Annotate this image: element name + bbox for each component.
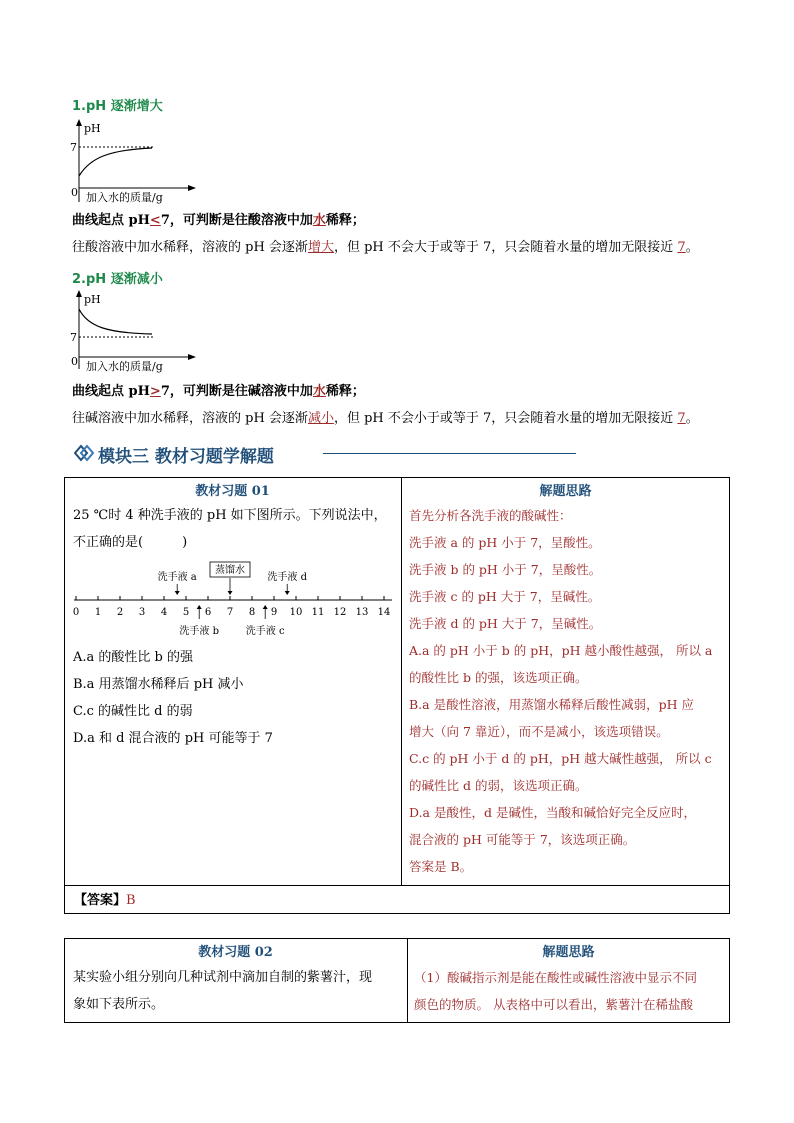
- y-label: pH: [84, 122, 101, 135]
- marker-arrowhead-icon-2: [285, 591, 290, 595]
- exercise1-title: 教材习题 01: [195, 484, 270, 499]
- answer-label: 【答案】: [74, 893, 127, 908]
- section2-heading: 2.pH 逐渐减小: [72, 272, 163, 287]
- module-rule: [323, 453, 576, 454]
- tick-7: 7: [70, 141, 77, 154]
- exercise2-analysis: （1）酸碱指示剂是能在酸性或碱性溶液中显示不同 颜色的物质。 从表格中可以看出，紫薯汁在稀盐酸: [414, 970, 697, 1012]
- y-axis-arrow-icon: [76, 290, 82, 297]
- ph-curve: [79, 148, 152, 176]
- exercise1-analysis: 首先分析各洗手液的酸碱性： 洗手液 a 的 pH 小于 7，呈酸性。 洗手液 b 的 pH 小于 7，呈酸性。 洗手液 c 的 pH 大于 7，呈碱性。 洗手液 d 的 pH 大于 7，呈碱性。 A.a 的 pH 小于 b 的 pH，pH 越小酸性越强， 所以 a 的酸性比 b 的强，该选项正确。 B.a 是酸性溶液，用蒸馏水稀释后酸性减弱，pH 应 增大（向 7 靠近），而不是减小，该选项错误。 C.c 的 pH 小于 d 的 pH，pH 越大碱性越强， 所以 c 的碱性比 d 的弱，该选项正确。 D.a 是酸性，d 是碱性，当酸和碱恰好完全反应时， 混合液的 pH 可能等于 7，该选项正确。 答案是 B。: [409, 508, 713, 874]
- answer-value: B: [126, 893, 136, 908]
- scale-tick-label-7: 7: [226, 607, 234, 618]
- marker-arrowhead-icon-3: [197, 605, 202, 609]
- y-axis-arrow-icon: [76, 119, 82, 126]
- section1-line1: 曲线起点 pH<7，可判断是往酸溶液中加水稀释；: [72, 213, 365, 228]
- exercise2-question: 某实验小组分别向几种试剂中滴加自制的紫薯汁，现 象如下表所示。: [73, 970, 373, 1012]
- scale-tick-label-1: 1: [94, 607, 102, 618]
- exercise1-answer-rule: [64, 885, 730, 886]
- tick-7: 7: [70, 331, 77, 344]
- scale-tick-label-6: 6: [204, 607, 212, 618]
- marker-label-0: 洗手液 a: [157, 572, 197, 583]
- module-title: 模块三 教材习题学解题: [98, 447, 274, 467]
- exercise1-answer: [74, 889, 136, 908]
- exercise1-options: [73, 644, 273, 752]
- ph-curve: [79, 309, 152, 334]
- scale-tick-label-4: 4: [160, 607, 168, 618]
- exercise1-divider: [401, 477, 402, 886]
- graph-ph-decrease: [60, 289, 200, 377]
- scale-tick-label-8: 8: [248, 607, 256, 618]
- x-axis-arrow-icon: [188, 354, 196, 360]
- scale-tick-label-13: 13: [355, 607, 369, 618]
- origin-label: 0: [71, 355, 78, 368]
- scale-tick-label-2: 2: [116, 607, 124, 618]
- ph-scale-diagram: [66, 558, 396, 640]
- marker-label-1: 蒸馏水: [215, 565, 245, 576]
- x-axis-arrow-icon: [188, 185, 196, 191]
- option-c[interactable]: C.c 的碱性比 d 的弱: [73, 704, 193, 719]
- x-label: 加入水的质量/g: [86, 191, 163, 204]
- marker-label-2: 洗手液 d: [267, 572, 307, 583]
- scale-tick-label-14: 14: [377, 607, 391, 618]
- scale-tick-label-0: 0: [72, 607, 80, 618]
- graph-ph-increase: [60, 118, 200, 206]
- scale-tick-label-11: 11: [311, 607, 325, 618]
- option-d[interactable]: D.a 和 d 混合液的 pH 可能等于 7: [73, 731, 273, 746]
- marker-label-4: 洗手液 c: [245, 626, 285, 637]
- section1-line2: 往酸溶液中加水稀释，溶液的 pH 会逐渐增大，但 pH 不会大于或等于 7，只会随着水量的增加无限接近 7。: [72, 240, 699, 255]
- marker-arrowhead-icon-4: [263, 605, 268, 609]
- x-label: 加入水的质量/g: [86, 360, 163, 373]
- marker-label-3: 洗手液 b: [179, 626, 219, 637]
- marker-arrowhead-icon-1: [228, 591, 233, 595]
- exercise1-question: 25 ℃时 4 种洗手液的 pH 如下图所示。下列说法中， 不正确的是( ): [73, 508, 387, 550]
- origin-label: 0: [71, 186, 78, 199]
- option-a[interactable]: A.a 的酸性比 b 的强: [73, 650, 193, 665]
- scale-tick-label-3: 3: [138, 607, 146, 618]
- section1-heading: 1.pH 逐渐增大: [72, 99, 163, 114]
- option-b[interactable]: B.a 用蒸馏水稀释后 pH 减小: [73, 677, 244, 692]
- section2-line1: 曲线起点 pH>7，可判断是往碱溶液中加水稀释；: [72, 384, 365, 399]
- exercise1-analysis-title: 解题思路: [539, 484, 592, 499]
- exercise2-title: 教材习题 02: [198, 945, 273, 960]
- scale-tick-label-12: 12: [333, 607, 347, 618]
- marker-arrowhead-icon-0: [175, 591, 180, 595]
- scale-tick-label-5: 5: [182, 607, 190, 618]
- diamond-icon: [74, 444, 94, 462]
- scale-tick-label-9: 9: [270, 607, 278, 618]
- scale-tick-label-10: 10: [289, 607, 303, 618]
- section2-line2: 往碱溶液中加水稀释，溶液的 pH 会逐渐减小，但 pH 不会小于或等于 7，只会随着水量的增加无限接近 7。: [72, 411, 699, 426]
- y-label: pH: [84, 293, 101, 306]
- exercise2-analysis-title: 解题思路: [542, 945, 595, 960]
